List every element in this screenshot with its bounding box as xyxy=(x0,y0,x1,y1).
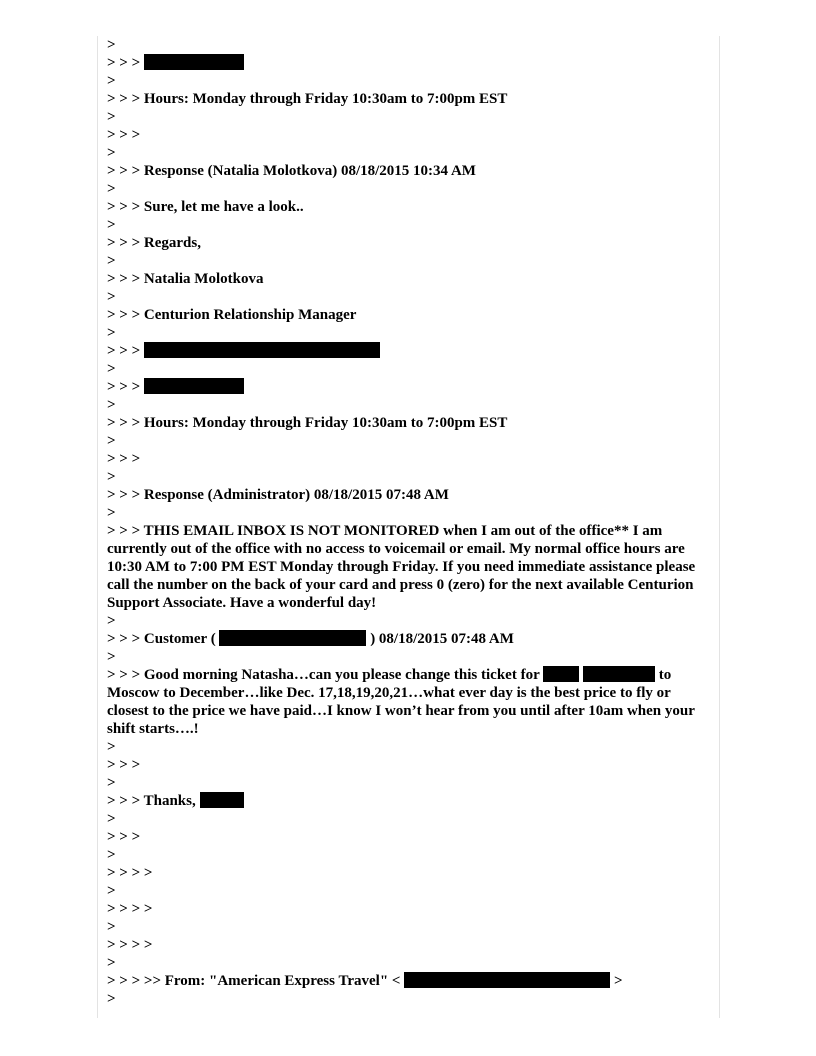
quote-line: > xyxy=(107,505,116,521)
from-label: > > > >> From: "American Express Travel" < xyxy=(107,973,401,989)
quote-line: > xyxy=(107,919,116,935)
quote-line: > xyxy=(107,289,116,305)
from-close: > xyxy=(613,973,623,989)
quote-line: > xyxy=(107,181,116,197)
redaction-bar xyxy=(200,792,244,808)
quote-line: > xyxy=(107,883,116,899)
response-header: > > > Response (Natalia Molotkova) 08/18/2015 10:34 AM xyxy=(107,163,476,179)
quote-line: > xyxy=(107,847,116,863)
customer-label: > > > Customer ( xyxy=(107,631,216,647)
email-body xyxy=(107,36,707,1008)
quote-line: > > > > xyxy=(107,937,153,953)
redaction-bar xyxy=(219,630,366,646)
quote-line: > xyxy=(107,811,116,827)
quote-marker: > > > xyxy=(107,379,141,395)
redaction-bar xyxy=(543,666,579,682)
quote-line: > xyxy=(107,649,116,665)
message-line: > > > Sure, let me have a look.. xyxy=(107,199,304,215)
customer-timestamp: ) 08/18/2015 07:48 AM xyxy=(370,631,514,647)
hours-line: > > > Hours: Monday through Friday 10:30am to 7:00pm EST xyxy=(107,415,508,431)
quote-line: > > > xyxy=(107,451,141,467)
quote-line: > > > > xyxy=(107,901,153,917)
quote-marker: > > > xyxy=(107,55,141,71)
quote-line: > > > xyxy=(107,829,141,845)
quote-line: > xyxy=(107,325,116,341)
quote-line: > xyxy=(107,361,116,377)
customer-header xyxy=(107,630,707,648)
quote-line: > xyxy=(107,469,116,485)
redaction-bar xyxy=(144,54,244,70)
quote-line: > xyxy=(107,253,116,269)
message-text: to Moscow to December…like Dec. 17,18,19,20,21…what ever day is the best price to fly or closest to the price we have paid…I know I won’t hear from you until after 10am when your shift starts….! xyxy=(107,667,699,737)
quote-line: > > > xyxy=(107,757,141,773)
response-header: > > > Response (Administrator) 08/18/2015 07:48 AM xyxy=(107,487,449,503)
redaction-bar xyxy=(404,972,610,988)
customer-message xyxy=(107,666,707,738)
quote-line: > > > > xyxy=(107,865,153,881)
auto-reply-paragraph: > > > THIS EMAIL INBOX IS NOT MONITORED when I am out of the office** I am currently out of the office with no access to voicemail or email. My normal office hours are 10:30 AM to 7:00 PM EST Monday through Friday. If you need immediate assistance please call the number on the back of your card and press 0 (zero) for the next available Centurion Support Associate. Have a wonderful day! xyxy=(107,523,699,611)
quote-line: > xyxy=(107,397,116,413)
quote-line: > > > xyxy=(107,127,141,143)
quote-line: > xyxy=(107,775,116,791)
message-text: > > > Good morning Natasha…can you please change this ticket for xyxy=(107,667,540,683)
quote-line: > xyxy=(107,109,116,125)
redaction-bar xyxy=(583,666,655,682)
quote-line: > xyxy=(107,739,116,755)
message-line: > > > Regards, xyxy=(107,235,201,251)
quote-line: > xyxy=(107,73,116,89)
quote-line: > xyxy=(107,613,116,629)
signature-name: > > > Natalia Molotkova xyxy=(107,271,264,287)
redaction-bar xyxy=(144,342,380,358)
quote-line-redacted xyxy=(107,378,707,396)
quote-line-redacted xyxy=(107,342,707,360)
thanks-line xyxy=(107,792,707,810)
hours-line: > > > Hours: Monday through Friday 10:30am to 7:00pm EST xyxy=(107,91,508,107)
redaction-bar xyxy=(144,378,244,394)
quote-line: > xyxy=(107,991,116,1007)
quote-line: > xyxy=(107,145,116,161)
quote-line: > xyxy=(107,955,116,971)
quote-line: > xyxy=(107,433,116,449)
quote-line: > xyxy=(107,37,116,53)
signature-title: > > > Centurion Relationship Manager xyxy=(107,307,357,323)
thanks-text: > > > Thanks, xyxy=(107,793,196,809)
quote-line: > xyxy=(107,217,116,233)
from-header xyxy=(107,972,707,990)
quote-marker: > > > xyxy=(107,343,141,359)
quote-line-redacted xyxy=(107,54,707,72)
